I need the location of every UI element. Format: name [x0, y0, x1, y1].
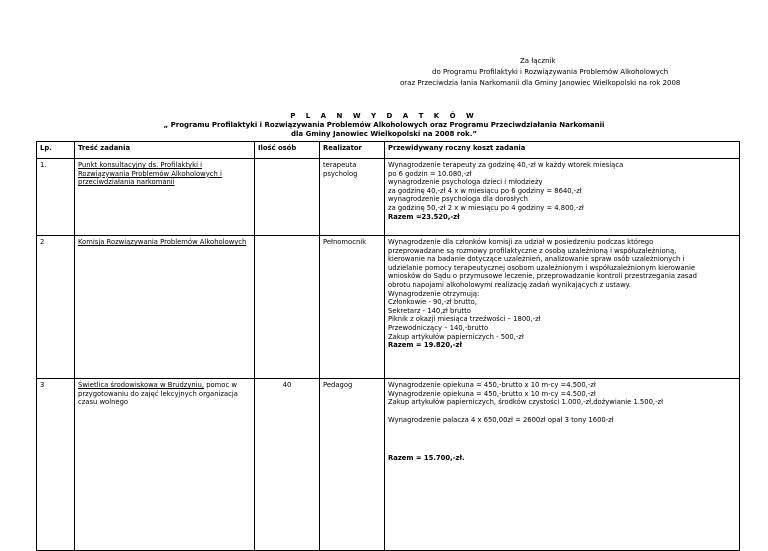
header-lp: Lp. — [37, 142, 75, 159]
cost-line: za godzinę 50,-zł 2 x w miesiącu po 4 godziny = 4.800,-zł — [388, 203, 584, 212]
cost-line: wniosków do Sądu o przymusowe leczenie, przeprowadzanie kontroli przestrzegania zasad — [388, 272, 697, 281]
cost-line: wynagrodzenie psychologa dla dorosłych — [388, 195, 528, 204]
row-count — [255, 159, 320, 236]
document-title: P L A N W Y D A T K Ó W — [290, 112, 478, 120]
table-row — [37, 159, 740, 236]
row-cost — [385, 236, 740, 379]
expense-table — [36, 141, 740, 551]
table-row — [37, 379, 740, 551]
row-cost — [385, 159, 740, 236]
task-place: Świetlica środowiskowa w Brudzyniu, — [78, 381, 205, 389]
row-realizer: terapeuta psycholog — [320, 159, 385, 236]
row-cost — [385, 379, 740, 551]
header-realizer: Realizator — [320, 142, 385, 159]
header-cost: Przewidywany roczny koszt zadania — [385, 142, 740, 159]
task-description: pomoc w przygotowaniu do zajęć lekcyjnych organizacja czasu wolnego — [78, 381, 238, 407]
row-lp: 2 — [37, 236, 75, 379]
cost-total: Razem = 19.820,-zł — [388, 341, 463, 350]
cost-line-extra: Wynagrodzenie palacza 4 x 650,00zł = 2600zł opał 3 tony 1600-zł — [388, 415, 614, 424]
document-subtitle-1: „ Programu Profilaktyki i Rozwiązywania Problemów Alkoholowych oraz Programu Przeciwdziałania Narkomanii — [163, 120, 605, 129]
row-task — [75, 379, 255, 551]
table-row — [37, 236, 740, 379]
cost-line: wynagrodzenie psychologa dzieci i młodzieży — [388, 178, 543, 187]
annex-line-2: do Programu Profilaktyki i Rozwiązywania Problemów Alkoholowych — [432, 68, 669, 76]
document-subtitle-2: dla Gminy Janowiec Wielkopolski na 2008 rok.” — [291, 129, 477, 138]
cost-line: Zakup artykułów papierniczych - 500,-zł — [388, 332, 524, 341]
annex-line-1: Za łącznik — [520, 57, 556, 65]
document-heading — [0, 112, 768, 138]
cost-line: obrotu napojami alkoholowymi realizację zadań wynikających z ustawy. — [388, 280, 631, 289]
cost-total: Razem = 15.700,-zł. — [388, 454, 465, 463]
cost-line: udzielanie pomocy terapeutycznej osobom uzależnionym i współuzależnionym kierowanie — [388, 263, 696, 272]
cost-line: Wynagrodzenie dla członków komisji za udział w posiedzeniu podczas którego — [388, 238, 654, 246]
cost-line: Wynagrodzenie otrzymują: — [388, 289, 480, 298]
cost-line: Zakup artykułów papierniczych, środków czystości 1.000,-zł,dożywianie 1.500,-zł — [388, 398, 664, 407]
cost-line: Piknik z okazji miesiąca trzeźwości – 1800,-zł — [388, 315, 541, 324]
row-task: Komisja Rozwiązywania Problemów Alkoholowych — [75, 236, 255, 379]
cost-line: przeprowadzane są rozmowy profilaktyczne z osobą uzależnioną i współuzależnioną, — [388, 246, 677, 255]
cost-line: za godzinę 40,-zł 4 x w miesiącu po 6 godziny = 8640,-zł — [388, 186, 582, 195]
cost-line: Wynagrodzenie opiekuna = 450,-brutto x 10 m-cy =4.500,-zł — [388, 381, 596, 389]
table-header-row — [37, 142, 740, 159]
cost-line: Sekretarz - 140,zł brutto — [388, 306, 471, 315]
cost-line: Wynagrodzenie terapeuty za godzinę 40,-zł w każdy wtorek miesiąca — [388, 161, 624, 169]
row-lp: 3 — [37, 379, 75, 551]
row-lp: 1. — [37, 159, 75, 236]
cost-line: Wynagrodzenie opiekuna = 450,-brutto x 10 m-cy =4.500,-zł — [388, 389, 596, 398]
header-count: Ilość osób — [255, 142, 320, 159]
cost-total: Razem =23.520,-zł — [388, 212, 460, 221]
cost-line: Członkowie - 90,-zł brutto, — [388, 298, 477, 307]
row-count: 40 — [255, 379, 320, 551]
header-task: Treść zadania — [75, 142, 255, 159]
row-count — [255, 236, 320, 379]
row-task: Punkt konsultacyjny ds. Profilaktyki i Rozwiązywania Problemów Alkoholowych i przeciwdziałania narkomanii — [75, 159, 255, 236]
row-realizer: Pełnomocnik — [320, 236, 385, 379]
cost-line: Przewodniczący – 140,-brutto — [388, 323, 489, 332]
annex-line-3: oraz Przeciwdzia łania Narkomanii dla Gminy Janowiec Wielkopolski na rok 2008 — [400, 79, 681, 87]
row-realizer: Pedagog — [320, 379, 385, 551]
cost-line: kierowanie na badanie dotyczące uzależnień, analizowanie spraw osób uzależnionych i — [388, 255, 685, 264]
cost-line: po 6 godzin = 10.080,-zł — [388, 169, 472, 178]
